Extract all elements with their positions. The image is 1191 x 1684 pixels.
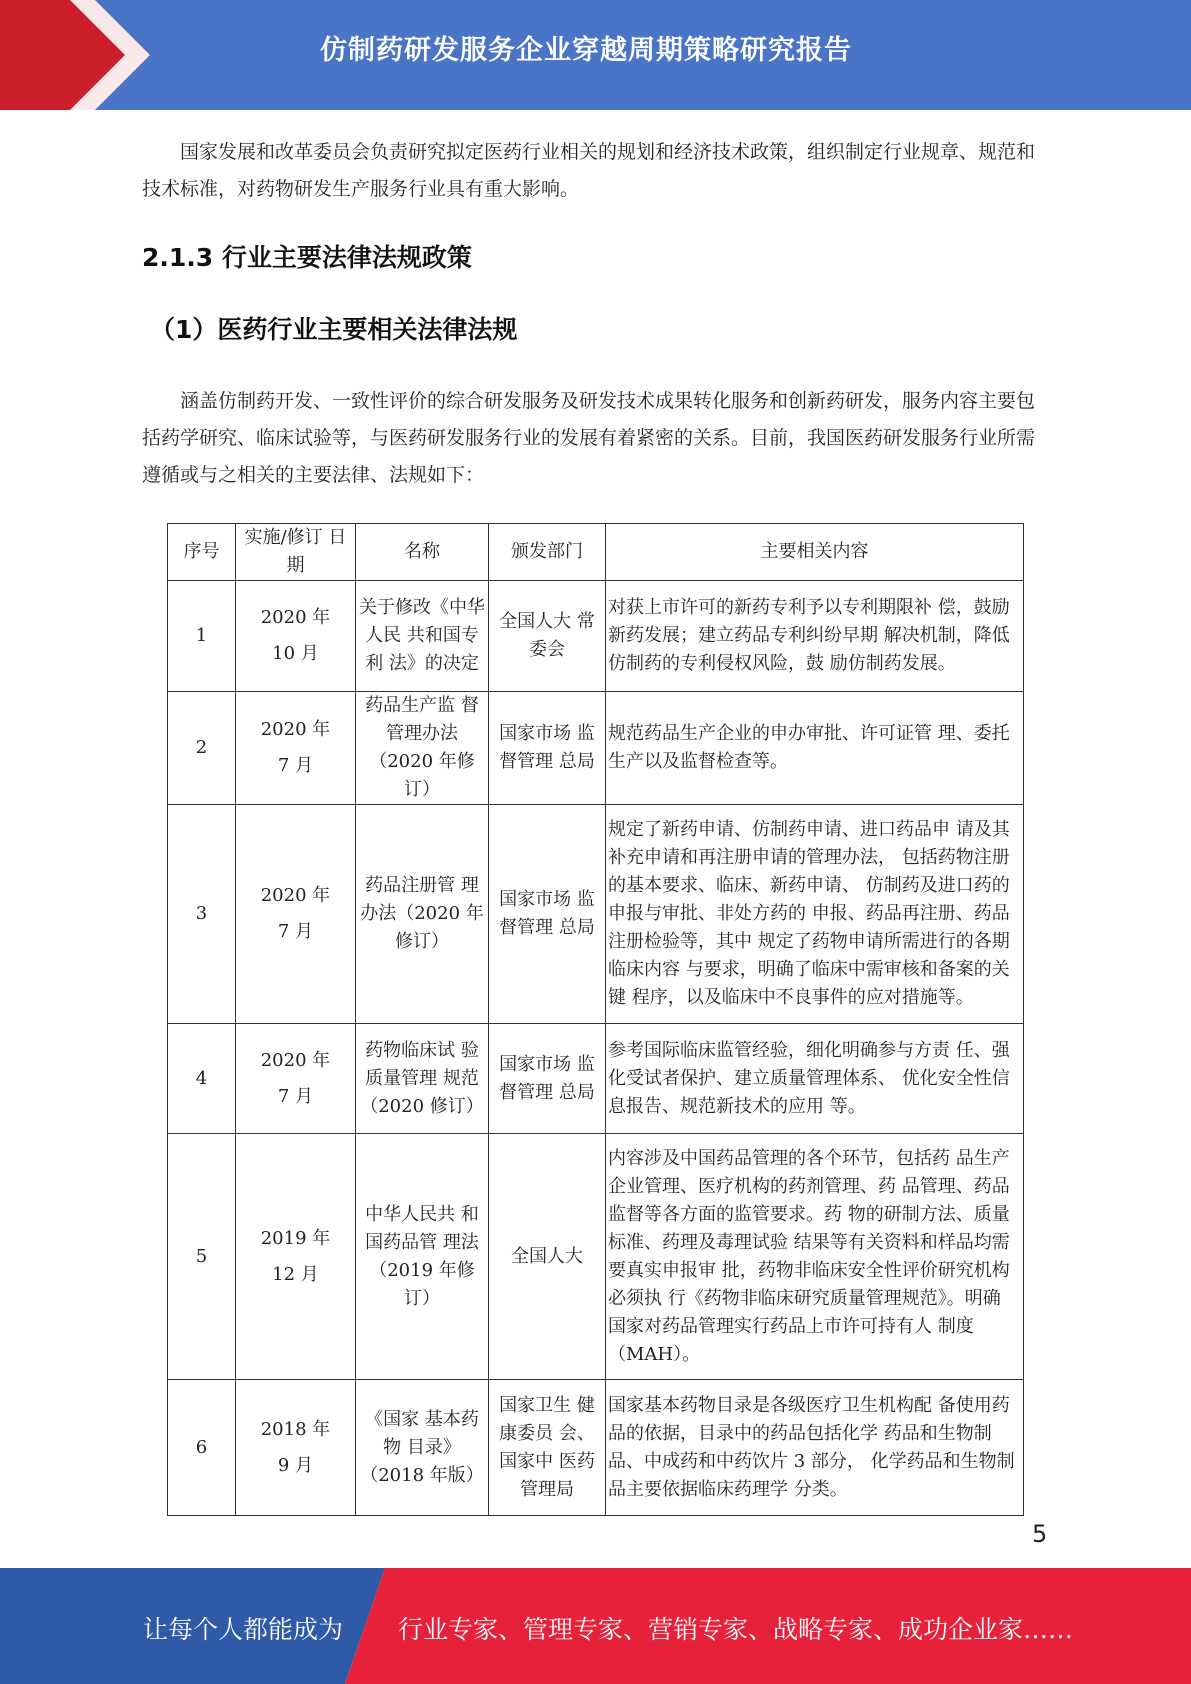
cell-date-month: 7 月 [277,755,314,776]
cell-name: 药品注册管 理办法（2020 年修订） [356,805,489,1024]
cell-date-month: 12 月 [272,1263,319,1285]
cell-date [236,1024,356,1134]
table-row [168,805,1024,1024]
cell-no: 6 [168,1380,236,1516]
table-row [168,1024,1024,1134]
body-paragraph: 涵盖仿制药开发、一致性评价的综合研发服务及研发技术成果转化服务和创新药研发，服务内容主要包括药学研究、临床试验等，与医药研发服务行业的发展有着紧密的关系。目前，我国医药研发服务行业所需遵循或与之相关的主要法律、法规如下： [142,390,1036,486]
header-band [0,0,1191,110]
cell-date-year: 2020 年 [260,1049,331,1071]
report-title: 仿制药研发服务企业穿越周期策略研究报告 [320,35,852,66]
cell-dept: 国家卫生 健康委员 会、国家中 医药管理局 [489,1380,606,1516]
cell-dept: 全国人大 常委会 [489,581,606,692]
cell-date-month: 9 月 [277,1454,314,1476]
cell-name: 药物临床试 验质量管理 规范（2020 修订） [356,1024,489,1134]
cell-content: 参考国际临床监管经验，细化明确参与方责 任、强化受试者保护、建立质量管理体系、 优化安全性信息报告、规范新技术的应用 等。 [606,1024,1024,1134]
cell-date [236,805,356,1024]
subsection-heading: （1）医药行业主要相关法律法规 [150,315,518,344]
cell-no: 1 [168,581,236,692]
laws-table [167,523,1024,1516]
cell-date-year: 2020 年 [260,719,331,740]
cell-dept: 国家市场 监督管理 总局 [489,805,606,1024]
cell-dept: 国家市场 监督管理 总局 [489,1024,606,1134]
cell-date-year: 2020 年 [260,607,331,628]
table-row [168,581,1024,692]
cell-date-month: 7 月 [277,921,314,942]
cell-date-month: 7 月 [277,1085,314,1107]
cell-date [236,581,356,692]
table-row [168,1134,1024,1380]
cell-date [236,692,356,805]
cell-date-year: 2018 年 [260,1418,331,1440]
footer-slogan-left: 让每个人都能成为 [143,1615,344,1644]
intro-paragraph: 国家发展和改革委员会负责研究拟定医药行业相关的规划和经济技术政策，组织制定行业规章、规范和技术标准，对药物研发生产服务行业具有重大影响。 [142,141,1036,200]
page-number: 5 [1032,1520,1048,1548]
cell-no: 5 [168,1134,236,1380]
table-row [168,692,1024,805]
header-dept: 颁发部门 [489,524,606,581]
cell-date-year: 2019 年 [260,1227,331,1249]
cell-content: 国家基本药物目录是各级医疗卫生机构配 备使用药品的依据，目录中的药品包括化学 药品和生物制品、中成药和中药饮片 3 部分， 化学药品和生物制品主要依据临床药理学 分类。 [606,1380,1024,1516]
table-header-row [168,524,1024,581]
footer-slogan-right: 行业专家、管理专家、营销专家、战略专家、成功企业家…… [398,1615,1074,1644]
cell-no: 2 [168,692,236,805]
cell-name: 中华人民共 和国药品管 理法（2019 年修订） [356,1134,489,1380]
cell-content: 内容涉及中国药品管理的各个环节，包括药 品生产企业管理、医疗机构的药剂管理、药 品管理、药品监督等各方面的监管要求。药 物的研制方法、质量标准、药理及毒理试验 结果等有关资料和样品均需要真实申报审 批，药物非临床安全性评价研究机构必须执 行《药物非临床研究质量管理规范》。明确 国家对药品管理实行药品上市许可持有人 制度（MAH）。 [606,1134,1024,1380]
cell-dept: 国家市场 监督管理 总局 [489,692,606,805]
cell-date [236,1134,356,1380]
cell-no: 4 [168,1024,236,1134]
header-content: 主要相关内容 [606,524,1024,581]
cell-date-year: 2020 年 [260,885,331,906]
cell-content: 规范药品生产企业的申办审批、许可证管 理、委托生产以及监督检查等。 [606,692,1024,805]
table-row [168,1380,1024,1516]
cell-name: 《国家 基本药物 目录》（2018 年版） [356,1380,489,1516]
cell-no: 3 [168,805,236,1024]
footer-band [0,1568,1191,1684]
cell-dept: 全国人大 [489,1134,606,1380]
header-date: 实施/修订 日期 [236,524,356,581]
cell-name: 药品生产监 督管理办法（2020 年修订） [356,692,489,805]
cell-date-month: 10 月 [272,643,319,664]
section-heading: 2.1.3 行业主要法律法规政策 [142,243,472,272]
header-name: 名称 [356,524,489,581]
cell-name: 关于修改《中华人民 共和国专利 法》的决定 [356,581,489,692]
cell-content: 对获上市许可的新药专利予以专利期限补 偿，鼓励新药发展；建立药品专利纠纷早期 解决机制，降低仿制药的专利侵权风险，鼓 励仿制药发展。 [606,581,1024,692]
cell-content: 规定了新药申请、仿制药申请、进口药品申 请及其补充申请和再注册申请的管理办法， 包括药物注册的基本要求、临床、新药申请、 仿制药及进口药的申报与审批、非处方药的 申报、药品再注册、药品注册检验等，其中 规定了药物申请所需进行的各期临床内容 与要求，明确了临床中需审核和备案的关键 程序，以及临床中不良事件的应对措施等。 [606,805,1024,1024]
cell-date [236,1380,356,1516]
header-no: 序号 [168,524,236,581]
